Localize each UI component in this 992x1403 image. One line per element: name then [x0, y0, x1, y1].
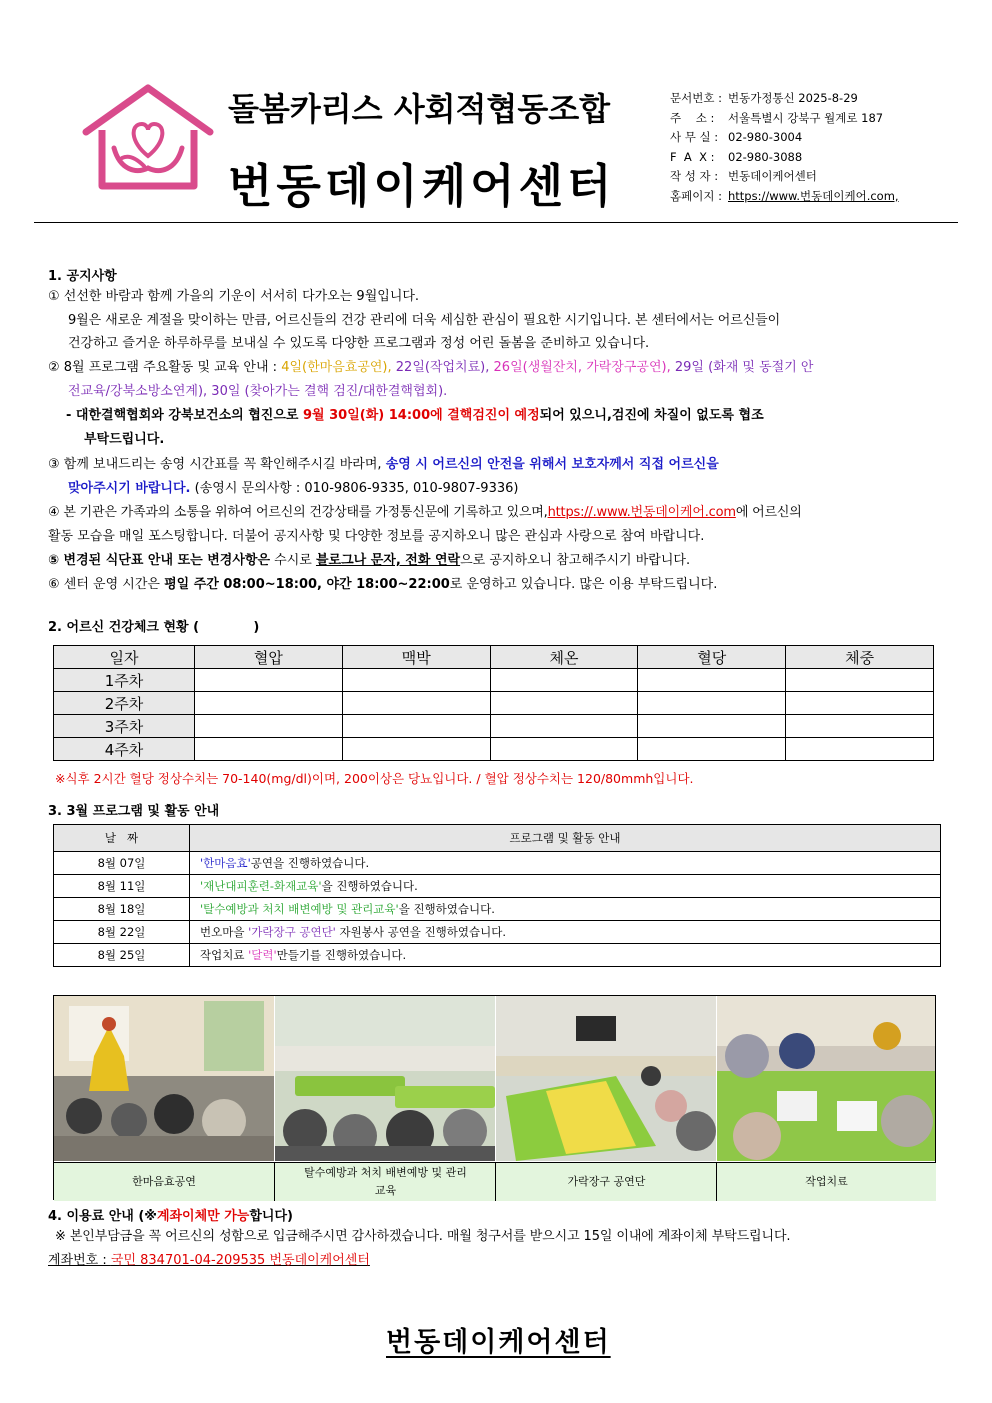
program-table [53, 824, 941, 967]
document-info [670, 89, 899, 206]
program-description: '탈수예방과 처치 배변예방 및 관리교육'을 진행하였습니다. [190, 898, 941, 921]
notice-item-1-line-2: 9월은 새로운 계절을 맞이하는 만큼, 어르신들의 건강 관리에 더욱 세심한 관심이 필요한 시기입니다. 본 센터에서는 어르신들이 [68, 313, 781, 328]
program-highlight: '달력' [248, 948, 277, 962]
temp-cell[interactable] [490, 738, 638, 761]
organization-name: 돌봄카리스 사회적협동조합 [228, 90, 611, 128]
program-description: '재난대피훈련-화재교육'을 진행하였습니다. [190, 875, 941, 898]
info-office-phone: 사 무 실 : 02-980-3004 [670, 130, 803, 144]
pulse-cell[interactable] [342, 738, 490, 761]
info-doc-number: 문서번호 : 번동가정통신 2025-8-29 [670, 91, 858, 105]
health-row-week-4 [54, 738, 934, 761]
bp-cell[interactable] [195, 715, 343, 738]
pulse-cell[interactable] [342, 692, 490, 715]
program-row [54, 875, 941, 898]
pulse-cell[interactable] [342, 715, 490, 738]
program-description: 번오마을 '가락장구 공연단' 자원봉사 공연을 진행하였습니다. [190, 921, 941, 944]
program-row [54, 898, 941, 921]
program-description: 작업치료 '달력'만들기를 진행하였습니다. [190, 944, 941, 967]
education-photo-illustration [275, 996, 495, 1161]
janggu-photo-illustration [496, 996, 716, 1161]
temp-cell[interactable] [490, 715, 638, 738]
pulse-cell[interactable] [342, 669, 490, 692]
info-address: 주 소 : 서울특별시 강북구 월계로 187 [670, 110, 884, 125]
footer-center-name: 번동데이케어센터 [386, 1327, 611, 1358]
header-divider [34, 222, 958, 223]
program-date: 8월 18일 [54, 898, 190, 921]
notice-item-5: ⑤ 변경된 식단표 안내 또는 변경사항은 수시로 블로그나 문자, 전화 연락으로 공지하오니 참고해주시기 바랍니다. [48, 553, 691, 568]
health-row-week-3 [54, 715, 934, 738]
program-highlight: '재난대피훈련-화재교육' [200, 879, 322, 893]
photo-hanmaeum-performance [54, 996, 275, 1161]
week-label: 4주차 [54, 738, 195, 761]
weight-cell[interactable] [786, 738, 934, 761]
info-homepage: 홈페이지 : https://www.번동데이케어.com, [670, 188, 899, 203]
center-name-heading: 번동데이케어센터 [228, 159, 616, 213]
program-date: 8월 25일 [54, 944, 190, 967]
program-row [54, 852, 941, 875]
program-section-title: 3. 3월 프로그램 및 활동 안내 [48, 804, 220, 819]
program-highlight: '탈수예방과 처치 배변예방 및 관리교육' [200, 902, 399, 916]
performance-photo-illustration [54, 996, 274, 1161]
notice-item-3-line-1: ③ 함께 보내드리는 송영 시간표를 꼭 확인해주시길 바라며, 송영 시 어르신의 안전을 위해서 보호자께서 직접 어르신을 [48, 457, 719, 472]
notice-item-4-line-1: ④ 본 기관은 가족과의 소통을 위하여 어르신의 건강상태를 가정통신문에 기록하고 있으며,https://.www.번동데이케어.com에 어르신의 [48, 505, 802, 520]
health-normal-range-note: ※식후 2시간 혈당 정상수치는 70-140(mg/dl)이며, 200이상은 당뇨입니다. / 혈압 정상수치는 120/80mmh입니다. [55, 771, 694, 786]
photo-caption-3: 가락장구 공연단 [495, 1162, 717, 1201]
bp-cell[interactable] [195, 738, 343, 761]
health-col-bp: 혈압 [195, 646, 343, 669]
sugar-cell[interactable] [638, 669, 786, 692]
program-date: 8월 22일 [54, 921, 190, 944]
notice-item-6: ⑥ 센터 운영 시간은 평일 주간 08:00~18:00, 야간 18:00~22:00로 운영하고 있습니다. 많은 이용 부탁드립니다. [48, 577, 718, 592]
health-section-title: 2. 어르신 건강체크 현황 ( ) [48, 620, 260, 635]
week-label: 2주차 [54, 692, 195, 715]
week-label: 3주차 [54, 715, 195, 738]
fee-instruction: ※ 본인부담금을 꼭 어르신의 성함으로 입금해주시면 감사하겠습니다. 매월 청구서를 받으시고 15일 이내에 계좌이체 부탁드립니다. [55, 1229, 791, 1244]
notice-item-4-line-2: 활동 모습을 매일 포스팅합니다. 더불어 공지사항 및 다양한 정보를 공지하오니 많은 관심과 사랑으로 참여 바랍니다. [48, 529, 705, 544]
program-description: '한마음효'공연을 진행하였습니다. [190, 852, 941, 875]
program-col-activity: 프로그램 및 활동 안내 [190, 825, 941, 852]
info-author: 작 성 자 : 번동데이케어센터 [670, 169, 817, 183]
photo-caption-4: 작업치료 [716, 1162, 936, 1201]
program-date: 8월 11일 [54, 875, 190, 898]
notice-item-2-sub-line-2: 부탁드립니다. [84, 432, 165, 447]
bank-account: 계좌번호 : 국민 834701-04-209535 번동데이케어센터 [48, 1253, 370, 1268]
notice-item-2-line-1: ② 8월 프로그램 주요활동 및 교육 안내 : 4일(한마음효공연), 22일(작업치료), 26일(생월잔치, 가락장구공연), 29일 (화재 및 동절기 안 [48, 360, 814, 375]
sugar-cell[interactable] [638, 692, 786, 715]
photo-dehydration-education [275, 996, 496, 1161]
photo-occupational-therapy [717, 996, 935, 1161]
program-highlight: '한마음효' [200, 856, 251, 870]
program-header-row [54, 825, 941, 852]
health-check-table [53, 645, 934, 761]
photo-janggu-performance [496, 996, 717, 1161]
week-label: 1주차 [54, 669, 195, 692]
notice-item-3-line-2: 맞아주시기 바랍니다. (송영시 문의사항 : 010-9806-9335, 010-9807-9336) [68, 481, 519, 496]
weight-cell[interactable] [786, 692, 934, 715]
program-col-date: 날 짜 [54, 825, 190, 852]
program-highlight: '가락장구 공연단' [248, 925, 336, 939]
weight-cell[interactable] [786, 715, 934, 738]
health-row-week-1 [54, 669, 934, 692]
temp-cell[interactable] [490, 669, 638, 692]
sugar-cell[interactable] [638, 738, 786, 761]
weight-cell[interactable] [786, 669, 934, 692]
health-row-week-2 [54, 692, 934, 715]
photo-caption-2: 탈수예방과 처치 배변예방 및 관리교육 [274, 1162, 496, 1201]
homepage-link[interactable]: https://www.번동데이케어.com, [728, 188, 899, 203]
bp-cell[interactable] [195, 669, 343, 692]
notice-item-1-line-3: 건강하고 즐거운 하루하루를 보내실 수 있도록 다양한 프로그램과 정성 어린 돌봄을 준비하고 있습니다. [68, 336, 650, 351]
program-date: 8월 07일 [54, 852, 190, 875]
activity-photo-strip [53, 995, 936, 1200]
house-heart-hands-logo [80, 82, 216, 194]
photo-caption-1: 한마음효공연 [54, 1162, 274, 1201]
blog-link[interactable]: https://.www.번동데이케어.com [547, 505, 736, 520]
notice-section-title: 1. 공지사항 [48, 269, 117, 284]
therapy-photo-illustration [717, 996, 935, 1161]
health-col-weight: 체중 [786, 646, 934, 669]
fee-section-title: 4. 이용료 안내 (※계좌이체만 가능합니다) [48, 1209, 293, 1224]
notice-item-2-line-2: 전교육/강북소방소연계), 30일 (찾아가는 결핵 검진/대한결핵협회). [68, 384, 448, 399]
health-col-date: 일자 [54, 646, 195, 669]
program-row [54, 921, 941, 944]
health-col-sugar: 혈당 [638, 646, 786, 669]
notice-item-1-line-1: ① 선선한 바람과 함께 가을의 기운이 서서히 다가오는 9월입니다. [48, 289, 420, 304]
health-col-pulse: 맥박 [342, 646, 490, 669]
temp-cell[interactable] [490, 692, 638, 715]
notice-item-2-sub-line-1: - 대한결핵협회와 강북보건소의 협진으로 9월 30일(화) 14:00에 결핵검진이 예정되어 있으니,검진에 차질이 없도록 협조 [66, 408, 764, 423]
sugar-cell[interactable] [638, 715, 786, 738]
info-fax: F A X : 02-980-3088 [670, 149, 803, 164]
health-col-temp: 체온 [490, 646, 638, 669]
health-header-row [54, 646, 934, 669]
program-row [54, 944, 941, 967]
bp-cell[interactable] [195, 692, 343, 715]
